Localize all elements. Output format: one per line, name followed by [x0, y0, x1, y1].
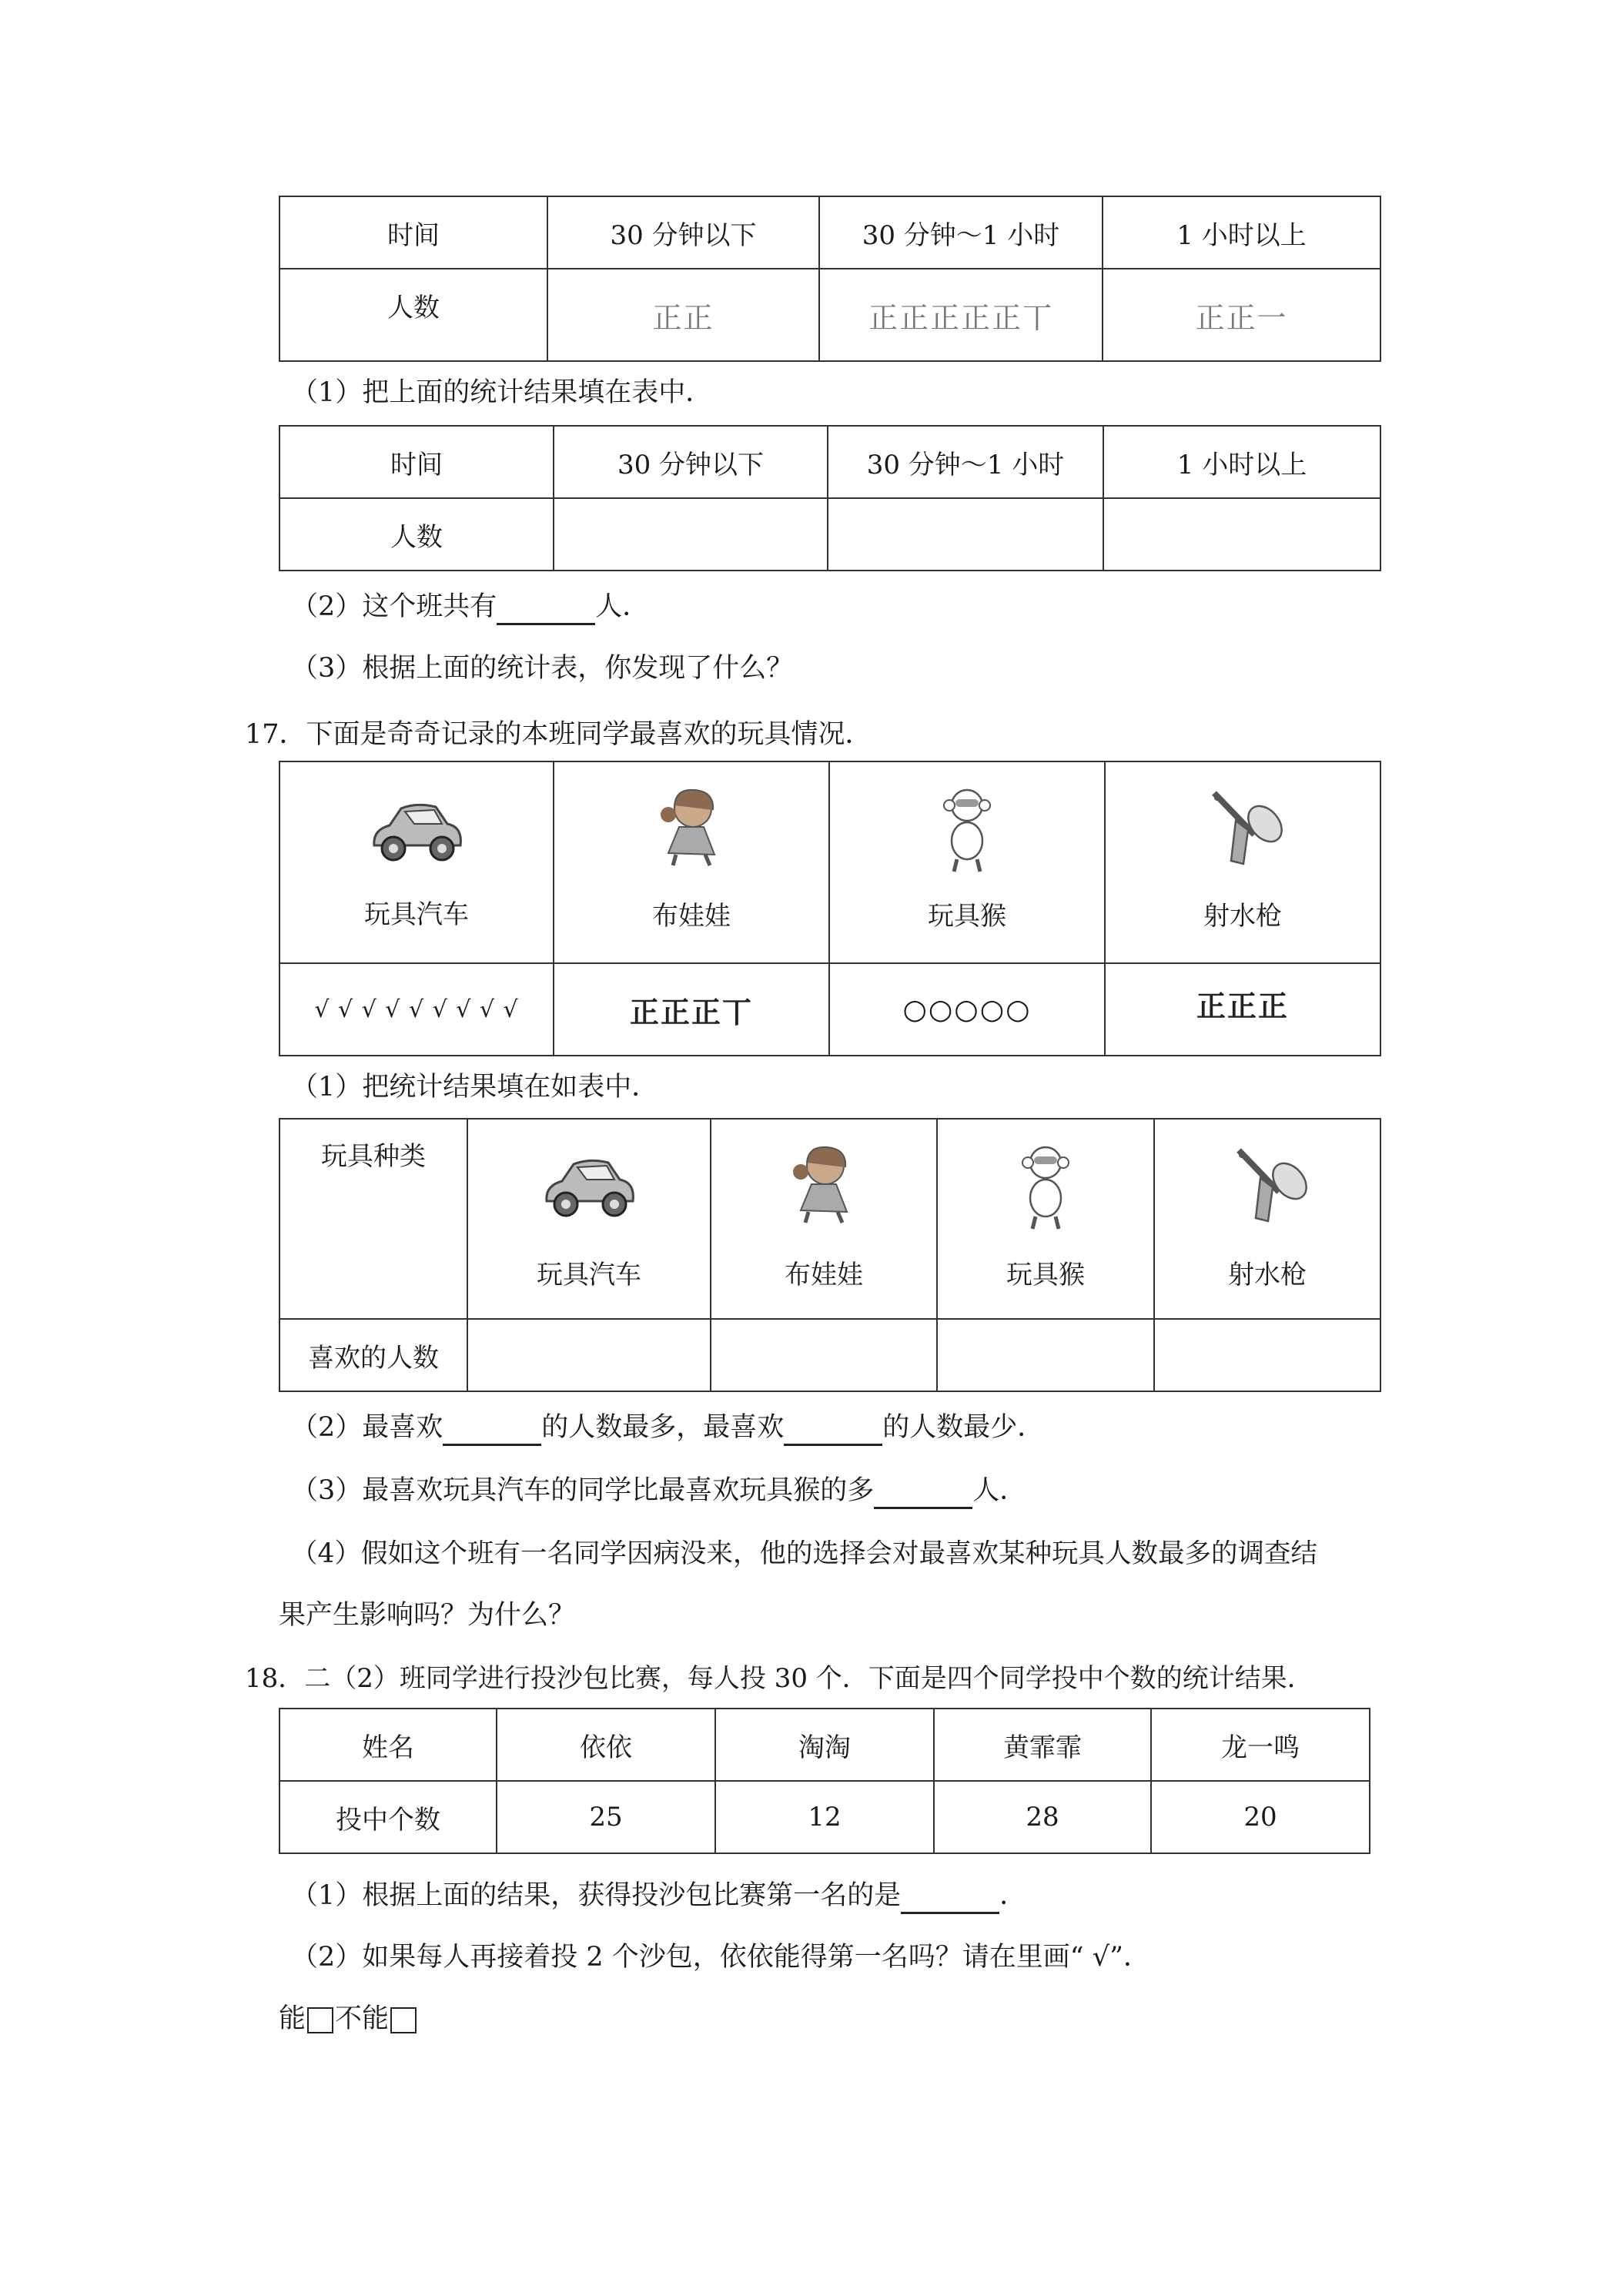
table-header-cell: 1 小时以上 — [1103, 426, 1380, 498]
tally-marks: 正正正正正丅 — [868, 300, 1053, 335]
answer-cell[interactable] — [711, 1319, 937, 1391]
check-marks: √ √ √ √ √ √ √ √ √ — [279, 963, 554, 1056]
toy-label: 玩具猴 — [928, 901, 1006, 932]
choice-yes-checkbox[interactable] — [307, 2007, 333, 2033]
toy-car-icon — [531, 1147, 647, 1224]
row-label: 人数 — [279, 498, 554, 571]
toy-label: 射水枪 — [1228, 1260, 1307, 1290]
doll-icon — [645, 784, 738, 869]
toy-fill-table — [279, 1118, 1381, 1392]
answer-cell[interactable] — [467, 1319, 711, 1391]
question-17-1: （1）把统计结果填在如表中． — [291, 1072, 659, 1103]
answer-blank[interactable] — [901, 1884, 999, 1914]
toy-tally-table — [279, 761, 1381, 1056]
table-header-cell: 依依 — [497, 1709, 715, 1781]
tally-marks: 正正一 — [1195, 300, 1288, 335]
question-18-title: 18．二（2）班同学进行投沙包比赛，每人投 30 个．下面是四个同学投中个数的统计结果． — [245, 1663, 1313, 1694]
sandbag-score-table — [279, 1708, 1370, 1854]
toy-label: 玩具汽车 — [537, 1260, 641, 1290]
table-header-cell: 30 分钟以下 — [547, 196, 819, 269]
table-header-cell: 龙一鸣 — [1151, 1709, 1370, 1781]
tally-marks: 正正 — [652, 300, 714, 335]
answer-blank[interactable] — [497, 595, 595, 625]
row-label: 人数 — [279, 269, 547, 361]
answer-cell[interactable] — [554, 498, 828, 571]
water-gun-icon — [1200, 784, 1285, 875]
time-fill-table — [279, 425, 1381, 571]
answer-cell[interactable] — [937, 1319, 1154, 1391]
toy-label: 玩具猴 — [1006, 1260, 1085, 1290]
tally-marks: 正正正丅 — [629, 994, 753, 1029]
table-header-cell: 1 小时以上 — [1103, 196, 1380, 269]
table-header-cell: 30 分钟～1 小时 — [819, 196, 1103, 269]
table-header-cell: 30 分钟～1 小时 — [828, 426, 1103, 498]
answer-cell[interactable] — [1103, 498, 1380, 571]
answer-blank[interactable] — [874, 1479, 972, 1509]
question-17-3: （3）最喜欢玩具汽车的同学比最喜欢玩具猴的多 人． — [291, 1472, 1026, 1509]
question-16-3: （3）根据上面的统计表，你发现了什么？ — [291, 653, 794, 684]
question-18-1: （1）根据上面的结果，获得投沙包比赛第一名的是 ． — [291, 1877, 1026, 1914]
toy-label: 布娃娃 — [652, 901, 731, 932]
toy-label: 布娃娃 — [785, 1260, 863, 1290]
score-cell: 12 — [715, 1781, 934, 1853]
table-header-cell: 时间 — [279, 426, 554, 498]
question-17-4: （4）假如这个班有一名同学因病没来，他的选择会对最喜欢某种玩具人数最多的调查结 — [291, 1538, 1317, 1569]
time-tally-table — [279, 196, 1381, 362]
answer-blank[interactable] — [443, 1416, 541, 1446]
score-cell: 20 — [1151, 1781, 1370, 1853]
answer-cell[interactable] — [828, 498, 1103, 571]
toy-monkey-icon — [1011, 1141, 1080, 1232]
score-cell: 25 — [497, 1781, 715, 1853]
table-header-cell: 时间 — [279, 196, 547, 269]
answer-blank[interactable] — [784, 1416, 882, 1446]
toy-car-icon — [359, 792, 474, 869]
score-cell: 28 — [934, 1781, 1151, 1853]
question-17-4-cont: 果产生影响吗？为什么？ — [279, 1600, 576, 1631]
question-16-1: （1）把上面的统计结果填在表中． — [291, 377, 713, 408]
table-header-cell: 淘淘 — [715, 1709, 934, 1781]
table-header-cell: 姓名 — [279, 1709, 497, 1781]
row-label: 投中个数 — [279, 1781, 497, 1853]
table-header-cell: 黄霏霏 — [934, 1709, 1151, 1781]
toy-label: 玩具汽车 — [364, 899, 469, 930]
question-18-2: （2）如果每人再接着投 2 个沙包，依依能得第一名吗？请在里画“ √”． — [291, 1942, 1151, 1973]
table-header-cell: 30 分钟以下 — [554, 426, 828, 498]
question-16-2: （2）这个班共有 人． — [291, 588, 649, 625]
question-17-2: （2）最喜欢 的人数最多，最喜欢 的人数最少． — [291, 1409, 1044, 1446]
toy-label: 射水枪 — [1203, 901, 1282, 932]
question-17-title: 17．下面是奇奇记录的本班同学最喜欢的玩具情况． — [245, 719, 872, 750]
tally-marks: 正正正 — [1196, 989, 1289, 1023]
row-label: 玩具种类 — [279, 1119, 467, 1319]
water-gun-icon — [1225, 1141, 1310, 1232]
row-label: 喜欢的人数 — [279, 1319, 467, 1391]
toy-monkey-icon — [932, 784, 1002, 875]
choice-no-checkbox[interactable] — [390, 2007, 417, 2033]
circle-marks: ○○○○○ — [829, 963, 1105, 1056]
question-18-choices: 能 不能 — [279, 2000, 418, 2037]
doll-icon — [778, 1141, 870, 1226]
answer-cell[interactable] — [1154, 1319, 1380, 1391]
